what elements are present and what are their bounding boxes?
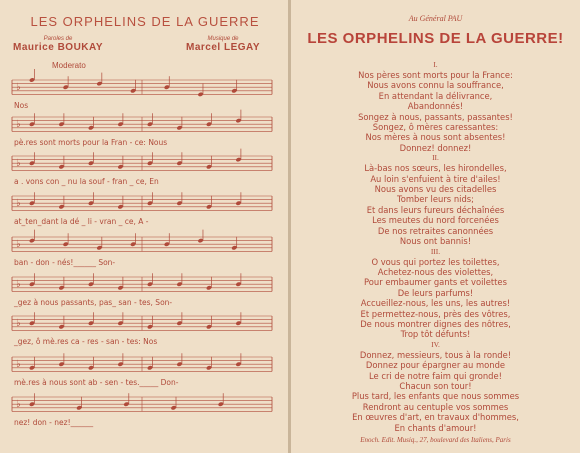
verse-line: O vous qui portez les toilettes, xyxy=(371,256,500,267)
key-signature-flat: ♭ xyxy=(16,158,21,169)
verse-line: Rendront au centuple vos sommes xyxy=(362,401,509,412)
music-score xyxy=(0,0,288,453)
verse-line: Songez à nous, passants, passantes! xyxy=(358,111,513,122)
lyric-line: _gez à nous passants, pas_ san - tes, Son- xyxy=(14,298,173,307)
verse-line: Trop tôt défunts! xyxy=(400,329,471,340)
key-signature-flat: ♭ xyxy=(16,318,21,329)
verse-line: Au loin s'enfuient à tire d'ailes! xyxy=(370,173,501,184)
verse-line: Songez, ô mères caressantes: xyxy=(372,122,499,133)
sheet-music-page xyxy=(0,0,288,453)
verse-line: Les meutes du nord forcenées xyxy=(372,215,499,226)
key-signature-flat: ♭ xyxy=(16,119,21,130)
lyric-line: pè.res sont morts pour la Fran - ce: Nous xyxy=(14,138,168,147)
key-signature-flat: ♭ xyxy=(16,82,21,93)
lyric-line: _gez, ô mè.res ca - res - san - tes: Nos xyxy=(14,337,158,346)
verses xyxy=(291,60,580,433)
verse xyxy=(291,340,580,433)
verse-line: Chacun son tour! xyxy=(399,380,472,391)
verse-line: En chants d'amour! xyxy=(394,422,477,433)
verse-line: Accueillez-nous, les uns, les autres! xyxy=(360,298,511,309)
verse-line: Donnez pour épargner au monde xyxy=(365,360,506,371)
lyrics-page xyxy=(291,0,580,453)
verse-line: Le cri de notre faim qui gronde! xyxy=(369,370,502,381)
verse-line: De nous montrer dignes des nôtres, xyxy=(360,318,511,329)
verse-line: Abandonnés! xyxy=(407,101,464,112)
lyricist-name: Maurice BOUKAY xyxy=(13,42,103,53)
key-signature-flat: ♭ xyxy=(16,239,21,250)
key-signature-flat: ♭ xyxy=(16,359,21,370)
verse-number: I. xyxy=(433,60,438,69)
verse-line: Pour embaumer gants et voilettes xyxy=(364,277,507,288)
lyricist-label: Paroles de xyxy=(43,36,73,42)
verse-line: Là-bas nos sœurs, les hirondelles, xyxy=(364,163,507,174)
verse-line: Et dans leurs fureurs déchaînées xyxy=(366,204,505,215)
verse-line: De nos retraites canonnées xyxy=(377,225,494,236)
lyric-line: nez! don - nez!______ xyxy=(14,418,94,427)
key-signature-flat: ♭ xyxy=(16,198,21,209)
verse-line: Nous ont bannis! xyxy=(399,236,472,247)
verse-line: Achetez-nous des violettes, xyxy=(377,266,494,277)
verse-line: Donnez! donnez! xyxy=(399,142,472,153)
lyric-line: at_ten_dant la dé _ li - vran _ ce, A - xyxy=(14,217,149,226)
verse-line: Plus tard, les enfants que nous sommes xyxy=(351,391,520,402)
lyric-line: mè.res à nous sont ab - sen - tes._____ Don- xyxy=(14,378,179,387)
verse-line: Nous avons vu des citadelles xyxy=(374,184,497,195)
lyric-line: a . vons con _ nu la souf - fran _ ce, En xyxy=(14,177,159,186)
tempo-marking: Moderato xyxy=(52,61,86,70)
lyrics-title: LES ORPHELINS DE LA GUERRE! xyxy=(307,30,564,47)
key-signature-flat: ♭ xyxy=(16,279,21,290)
lyric-line: ban - don - nés!______ Son- xyxy=(14,258,116,267)
verse-line: De leurs parfums! xyxy=(397,287,474,298)
composer-label: Musique de xyxy=(207,36,239,42)
verse-number: III. xyxy=(430,246,441,256)
composer-name: Marcel LEGAY xyxy=(186,42,260,53)
verse xyxy=(291,60,580,153)
verse-line: Nos mères à nous sont absentes! xyxy=(365,132,506,143)
key-signature-flat: ♭ xyxy=(16,399,21,410)
verse-line: Donnez, messieurs, tous à la ronde! xyxy=(359,349,512,360)
verse-line: Tomber leurs nids; xyxy=(397,194,474,205)
verse-number: II. xyxy=(432,153,439,163)
song-title: LES ORPHELINS DE LA GUERRE xyxy=(30,14,260,29)
verse xyxy=(291,153,580,246)
verse-line: Nous avons connu la souffrance, xyxy=(367,80,504,91)
verse-number: IV. xyxy=(431,339,440,349)
verse-line: Et permettez-nous, près des vôtres, xyxy=(360,308,511,319)
lyric-line: Nos xyxy=(14,101,29,110)
dedication: Au Général PAU xyxy=(408,14,463,23)
verse-line: En attendant la délivrance, xyxy=(378,90,493,101)
verse-line: En œuvres d'art, en travaux d'hommes, xyxy=(352,412,519,423)
verse-line: Nos pères sont morts pour la France: xyxy=(358,70,513,80)
verse xyxy=(291,247,580,340)
publisher-imprint: Enoch. Edit. Musiq., 27, boulevard des Italiens, Paris xyxy=(360,436,511,444)
